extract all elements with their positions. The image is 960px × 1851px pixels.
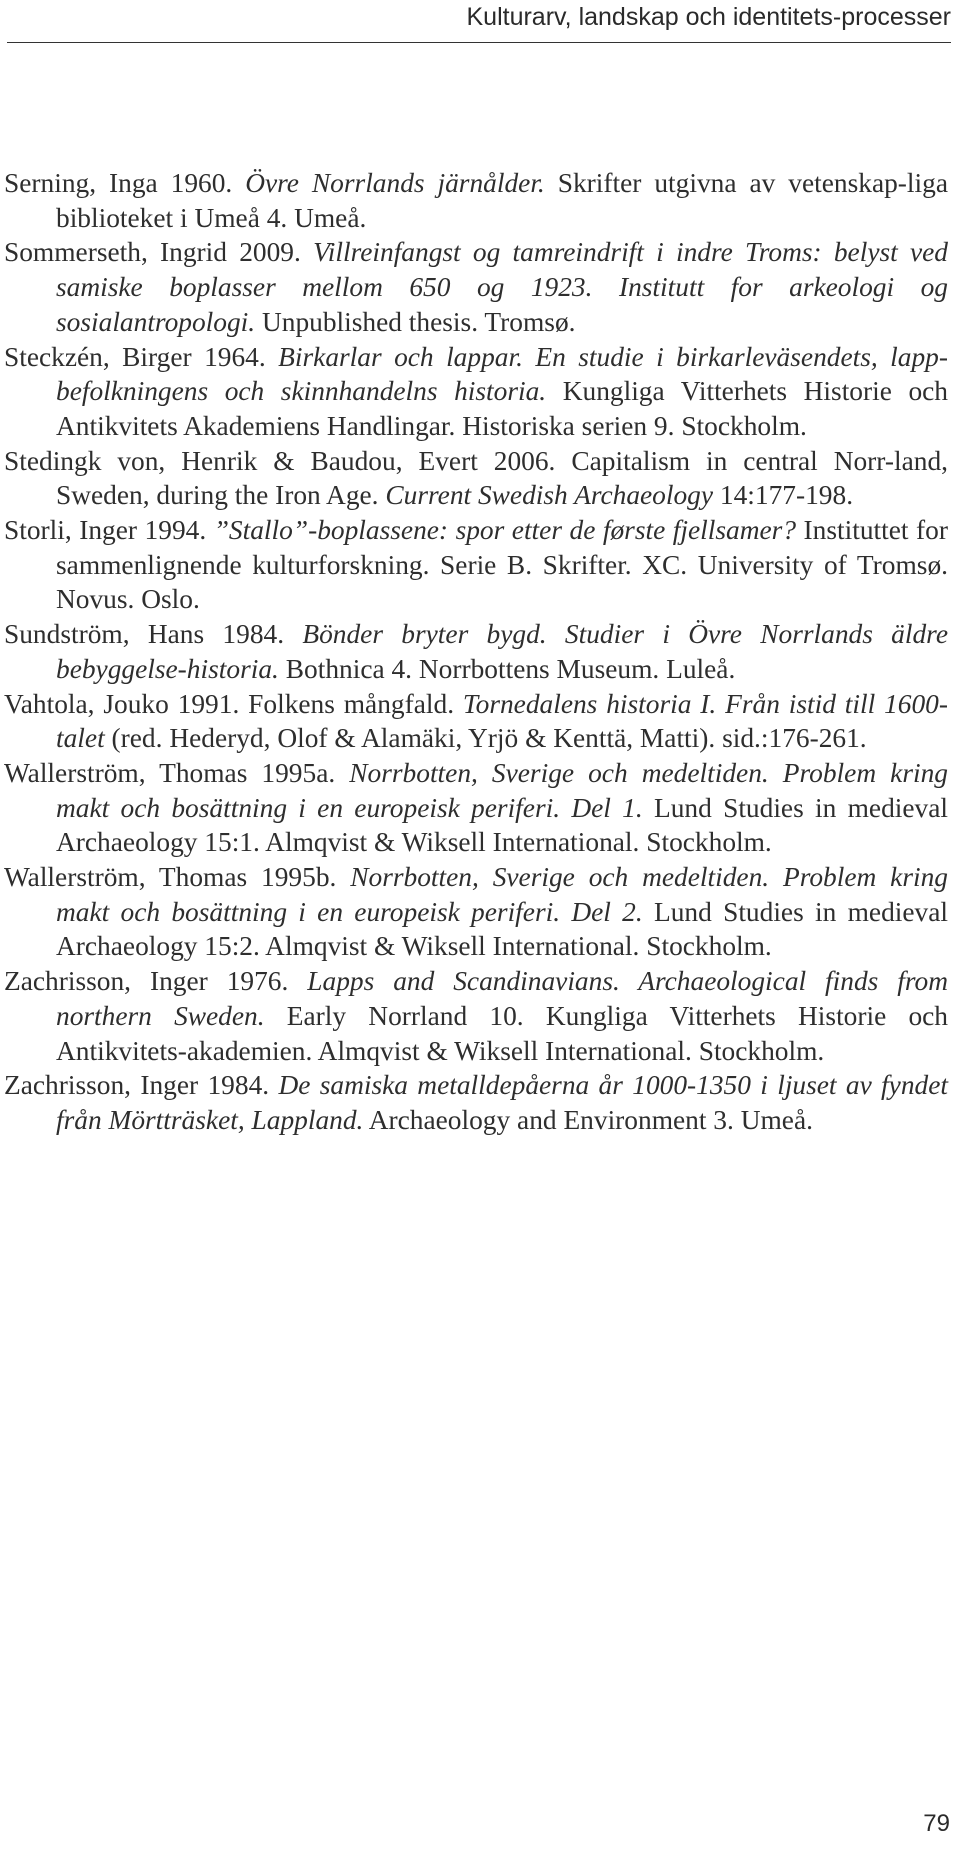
reference-entry: [4, 860, 948, 964]
reference-entry: [4, 1068, 948, 1137]
page-number: 79: [923, 1810, 950, 1837]
reference-entry: [4, 340, 948, 444]
reference-title: Current Swedish Archaeology: [385, 480, 714, 511]
reference-title: Villreinfangst og tamreindrift i indre Troms: belyst ved samiske boplasser mellom 650 og 1923. Institutt for arkeologi og sosialantropologi.: [56, 237, 948, 337]
reference-text: Vahtola, Jouko 1991. Folkens mångfald.: [4, 688, 463, 719]
reference-text: (red. Hederyd, Olof & Alamäki, Yrjö & Kenttä, Matti). sid.:176-261.: [104, 723, 867, 754]
reference-title: Övre Norrlands järnålder.: [245, 168, 545, 198]
reference-text: Skrifter utgivna av vetenskap-liga biblioteket i Umeå 4. Umeå.: [56, 168, 948, 233]
reference-text: Bothnica 4. Norrbottens Museum. Luleå.: [278, 653, 736, 684]
reference-title: Bönder bryter bygd. Studier i Övre Norrlands äldre bebyggelse-historia.: [56, 619, 948, 684]
reference-text: Wallerström, Thomas 1995a.: [4, 757, 350, 788]
reference-text: Early Norrland 10. Kungliga Vitterhets Historie och Antikvitets-akademien. Almqvist & Wiksell International. Stockholm.: [56, 1000, 949, 1066]
reference-text: Zachrisson, Inger 1984.: [4, 1070, 279, 1101]
reference-entry: [4, 444, 948, 513]
reference-title: ”Stallo”-boplassene: spor etter de første fjellsamer?: [213, 515, 797, 546]
reference-title: Birkarlar och lappar. En studie i birkarleväsendets, lapp-befolkningens och skinnhandelns historia.: [56, 341, 948, 407]
reference-entry: [4, 964, 948, 1068]
reference-text: Lund Studies in medieval Archaeology 15:1. Almqvist & Wiksell International. Stockholm.: [56, 792, 949, 858]
reference-entry: [4, 513, 948, 617]
reference-entry: [4, 166, 948, 235]
reference-text: Archaeology and Environment 3. Umeå.: [363, 1104, 813, 1135]
reference-text: Stedingk von, Henrik & Baudou, Evert 2006. Capitalism in central Norr-land, Sweden, during the Iron Age.: [4, 445, 948, 511]
reference-title: Tornedalens historia I. Från istid till 1600-talet: [56, 688, 948, 754]
reference-text: 14:177-198.: [713, 480, 854, 511]
reference-text: Steckzén, Birger 1964.: [4, 341, 279, 372]
reference-entry: [4, 756, 948, 860]
reference-text: Wallerström, Thomas 1995b.: [4, 862, 351, 893]
reference-text: Unpublished thesis. Tromsø.: [255, 306, 576, 337]
reference-text: Kungliga Vitterhets Historie och Antikvitets Akademiens Handlingar. Historiska serien 9. Stockholm.: [56, 376, 948, 441]
page-header: [7, 0, 951, 43]
reference-entry: [4, 687, 948, 756]
reference-text: Serning, Inga 1960.: [4, 168, 246, 198]
reference-text: Sommerseth, Ingrid 2009.: [4, 237, 314, 268]
reference-text: Instituttet for sammenlignende kulturforskning. Serie B. Skrifter. XC. University of Tromsø. Novus. Oslo.: [56, 515, 948, 615]
reference-list: [4, 166, 948, 1138]
reference-title: Norrbotten, Sverige och medeltiden. Problem kring makt och bosättning i en europeisk periferi. Del 2.: [56, 862, 948, 927]
reference-text: Zachrisson, Inger 1976.: [4, 966, 308, 997]
reference-text: Lund Studies in medieval Archaeology 15:2. Almqvist & Wiksell International. Stockholm.: [56, 896, 949, 962]
running-header-title: Kulturarv, landskap och identitets-processer: [466, 3, 951, 31]
reference-text: Sundström, Hans 1984.: [4, 619, 303, 650]
reference-text: Storli, Inger 1994.: [4, 515, 214, 546]
reference-title: Lapps and Scandinavians. Archaeological finds from northern Sweden.: [56, 966, 948, 1031]
reference-entry: [4, 617, 948, 686]
reference-title: Norrbotten, Sverige och medeltiden. Problem kring makt och bosättning i en europeisk periferi. Del 1.: [56, 757, 948, 823]
reference-title: De samiska metalldepåerna år 1000-1350 i ljuset av fyndet från Mörtträsket, Lappland.: [56, 1070, 948, 1135]
reference-entry: [4, 235, 948, 339]
